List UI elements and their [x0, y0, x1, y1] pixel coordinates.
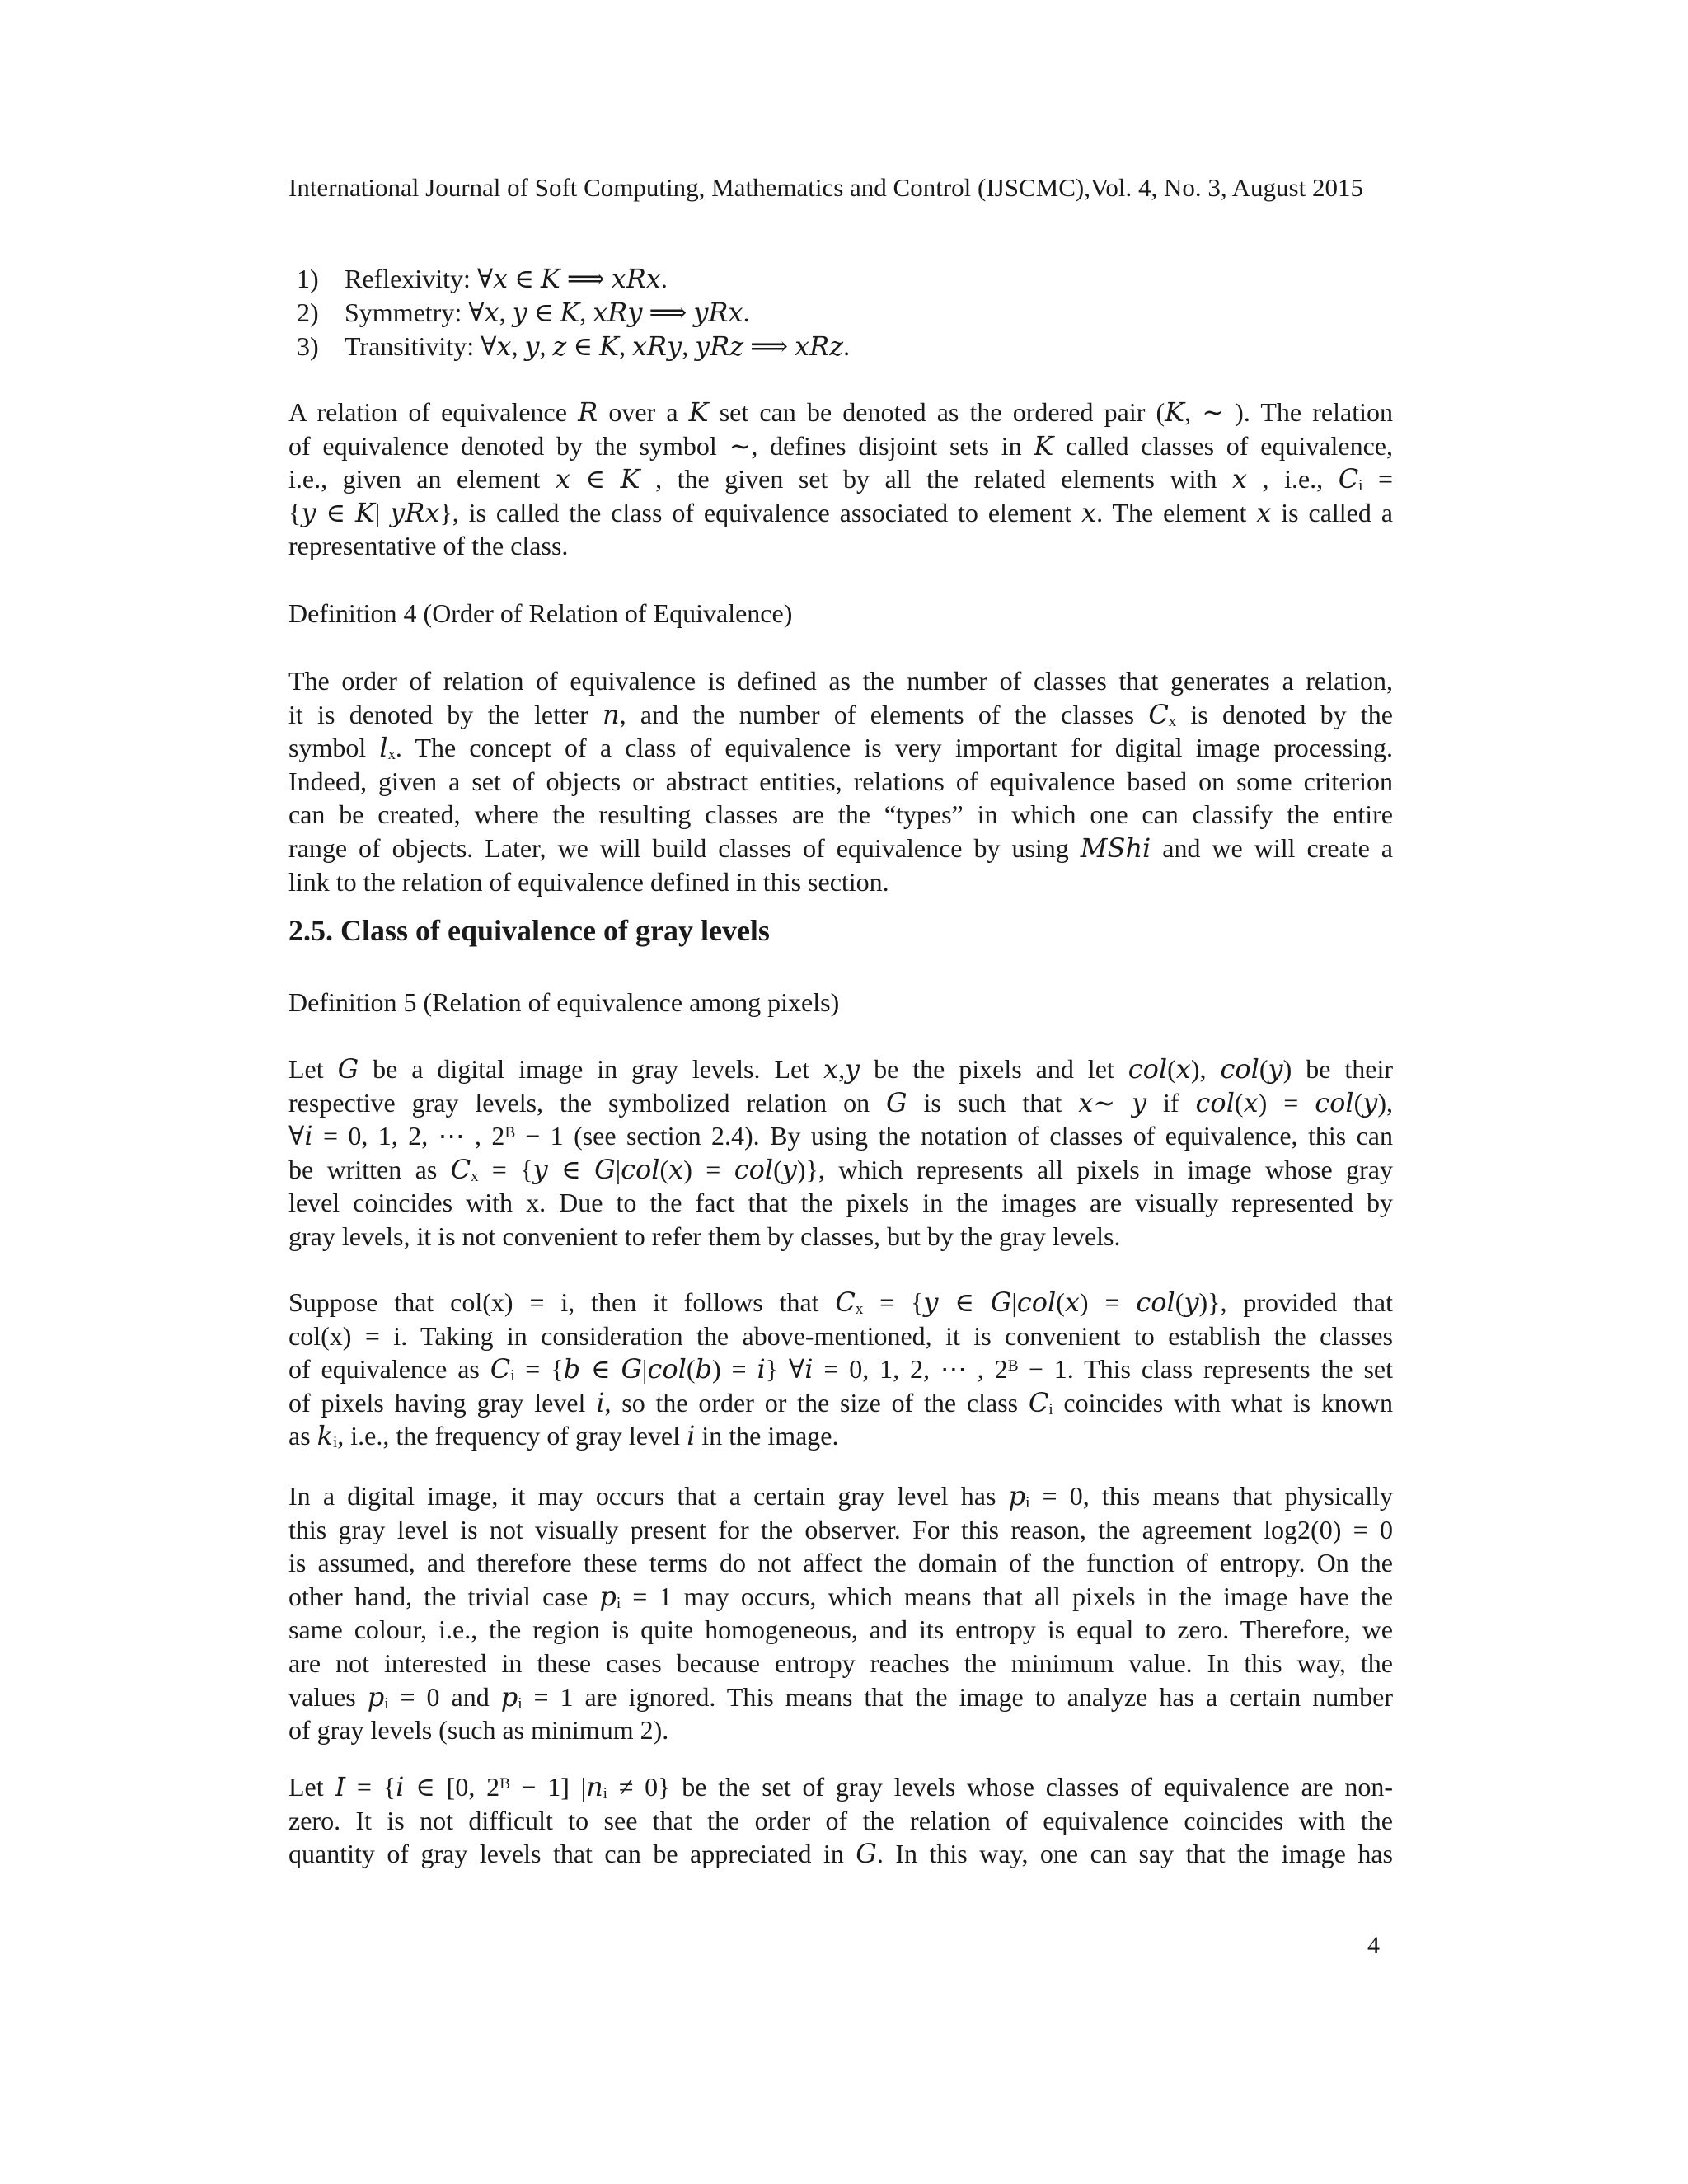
paragraph-line: other hand, the trivial case 𝑝ᵢ = 1 may occurs, which means that all pixels in the image have the: [288, 1581, 1393, 1611]
page-number: 4: [1367, 1932, 1380, 1959]
paragraph-line: symbol 𝑙ₓ. The concept of a class of equivalence is very important for digital image processing.: [288, 733, 1393, 763]
definition-4-title: Definition 4 (Order of Relation of Equivalence): [288, 598, 793, 628]
property-text: Reflexivity: ∀𝑥 ∈ 𝐾 ⟹ 𝑥𝑅𝑥.: [345, 264, 668, 293]
document-page: [288, 0, 1393, 2184]
paragraph-order-of-relation: [288, 664, 1393, 898]
paragraph-line: level coincides with x. Due to the fact that the pixels in the images are visually represented by: [288, 1188, 1393, 1218]
paragraph-line: quantity of gray levels that can be appreciated in 𝐺. In this way, one can say that the image has: [288, 1839, 1393, 1869]
paragraph-line: is assumed, and therefore these terms do not affect the domain of the function of entropy. On the: [288, 1548, 1393, 1578]
paragraph-line: representative of the class.: [288, 531, 569, 561]
paragraph-line: Let 𝐼 = {𝑖 ∈ [0, 2ᴮ − 1] |𝑛ᵢ ≠ 0} be the set of gray levels whose classes of equivalence are non-: [288, 1772, 1393, 1802]
paragraph-digital-image: [288, 1479, 1393, 1747]
paragraph-line: In a digital image, it may occurs that a certain gray level has 𝑝ᵢ = 0, this means that physically: [288, 1481, 1393, 1511]
equivalence-properties-list: [297, 262, 1385, 363]
property-item-reflexivity: [297, 262, 1385, 296]
property-number: 1): [297, 264, 319, 293]
paragraph-line: of equivalence denoted by the symbol ∼, defines disjoint sets in 𝐾 called classes of equivalence,: [288, 430, 1393, 461]
section-heading: 2.5. Class of equivalence of gray levels: [288, 914, 770, 947]
paragraph-line: zero. It is not difficult to see that the order of the relation of equivalence coincides with the: [288, 1805, 1393, 1835]
paragraph-line: The order of relation of equivalence is defined as the number of classes that generates a relation,: [288, 666, 1393, 696]
paragraph-line: of equivalence as 𝐶ᵢ = {𝑏 ∈ 𝐺|𝑐𝑜𝑙(𝑏) = 𝑖} ∀𝑖 = 0, 1, 2, ⋯ , 2ᴮ − 1. This class represents the set: [288, 1354, 1393, 1385]
property-item-transitivity: [297, 330, 1385, 363]
paragraph-line: same colour, i.e., the region is quite homogeneous, and its entropy is equal to zero. Therefore, we: [288, 1615, 1393, 1645]
property-text: Symmetry: ∀𝑥, 𝑦 ∈ 𝐾, 𝑥𝑅𝑦 ⟹ 𝑦𝑅𝑥.: [345, 298, 750, 327]
paragraph-line: it is denoted by the letter 𝑛, and the number of elements of the classes 𝐶ₓ is denoted by the: [288, 699, 1393, 729]
definition-5-title: Definition 5 (Relation of equivalence among pixels): [288, 987, 840, 1017]
paragraph-line: Indeed, given a set of objects or abstract entities, relations of equivalence based on some criterion: [288, 766, 1393, 796]
paragraph-line: of gray levels (such as minimum 2).: [288, 1715, 669, 1746]
paragraph-line: i.e., given an element 𝑥 ∈ 𝐾 , the given set by all the related elements with 𝑥 , i.e., 𝐶ᵢ =: [288, 464, 1393, 494]
running-header: International Journal of Soft Computing, Mathematics and Control (IJSCMC),Vol. 4, No. 3, August 2015: [288, 173, 1363, 202]
property-number: 2): [297, 298, 319, 327]
paragraph-relation-of-equivalence: [288, 396, 1393, 563]
property-item-symmetry: [297, 296, 1385, 330]
paragraph-line: col(x) = i. Taking in consideration the above-mentioned, it is convenient to establish the classes: [288, 1320, 1393, 1351]
paragraph-line: are not interested in these cases because entropy reaches the minimum value. In this way, the: [288, 1647, 1393, 1678]
paragraph-line: of pixels having gray level 𝑖, so the order or the size of the class 𝐶ᵢ coincides with what is known: [288, 1387, 1393, 1418]
paragraph-line: link to the relation of equivalence defined in this section.: [288, 866, 889, 897]
paragraph-line: range of objects. Later, we will build classes of equivalence by using 𝑀𝑆ℎ𝑖 and we will create a: [288, 832, 1393, 863]
paragraph-gray-level-relation: [288, 1052, 1393, 1254]
paragraph-line: values 𝑝ᵢ = 0 and 𝑝ᵢ = 1 are ignored. This means that the image to analyze has a certain number: [288, 1681, 1393, 1712]
paragraph-set-of-gray-levels: [288, 1770, 1393, 1871]
paragraph-line: respective gray levels, the symbolized relation on 𝐺 is such that 𝑥∼ 𝑦 if 𝑐𝑜𝑙(𝑥) = 𝑐𝑜𝑙(𝑦),: [288, 1087, 1393, 1118]
paragraph-line: {𝑦 ∈ 𝐾| 𝑦𝑅𝑥}, is called the class of equivalence associated to element 𝑥. The element 𝑥 is called a: [288, 497, 1393, 527]
paragraph-line: be written as 𝐶ₓ = {𝑦 ∈ 𝐺|𝑐𝑜𝑙(𝑥) = 𝑐𝑜𝑙(𝑦)}, which represents all pixels in image whose gray: [288, 1154, 1393, 1184]
paragraph-line: this gray level is not visually present for the observer. For this reason, the agreement log2(0) = 0: [288, 1514, 1393, 1544]
property-text: Transitivity: ∀𝑥, 𝑦, 𝑧 ∈ 𝐾, 𝑥𝑅𝑦, 𝑦𝑅𝑧 ⟹ 𝑥𝑅𝑧.: [345, 331, 851, 361]
paragraph-line: Let 𝐺 be a digital image in gray levels. Let 𝑥,𝑦 be the pixels and let 𝑐𝑜𝑙(𝑥), 𝑐𝑜𝑙(𝑦) be their: [288, 1054, 1393, 1084]
paragraph-line: ∀𝑖 = 0, 1, 2, ⋯ , 2ᴮ − 1 (see section 2.4). By using the notation of classes of equivalence, this can: [288, 1121, 1393, 1151]
paragraph-line: A relation of equivalence 𝑅 over a 𝐾 set can be denoted as the ordered pair (𝐾, ∼ ). The relation: [288, 397, 1393, 427]
paragraph-line: Suppose that col(x) = i, then it follows that 𝐶ₓ = {𝑦 ∈ 𝐺|𝑐𝑜𝑙(𝑥) = 𝑐𝑜𝑙(𝑦)}, provided that: [288, 1287, 1393, 1317]
paragraph-suppose: [288, 1286, 1393, 1453]
paragraph-line: can be created, where the resulting classes are the “types” in which one can classify the entire: [288, 799, 1393, 830]
paragraph-line: as 𝑘ᵢ, i.e., the frequency of gray level 𝑖 in the image.: [288, 1421, 839, 1451]
property-number: 3): [297, 331, 319, 361]
paragraph-line: gray levels, it is not convenient to refer them by classes, but by the gray levels.: [288, 1221, 1121, 1251]
